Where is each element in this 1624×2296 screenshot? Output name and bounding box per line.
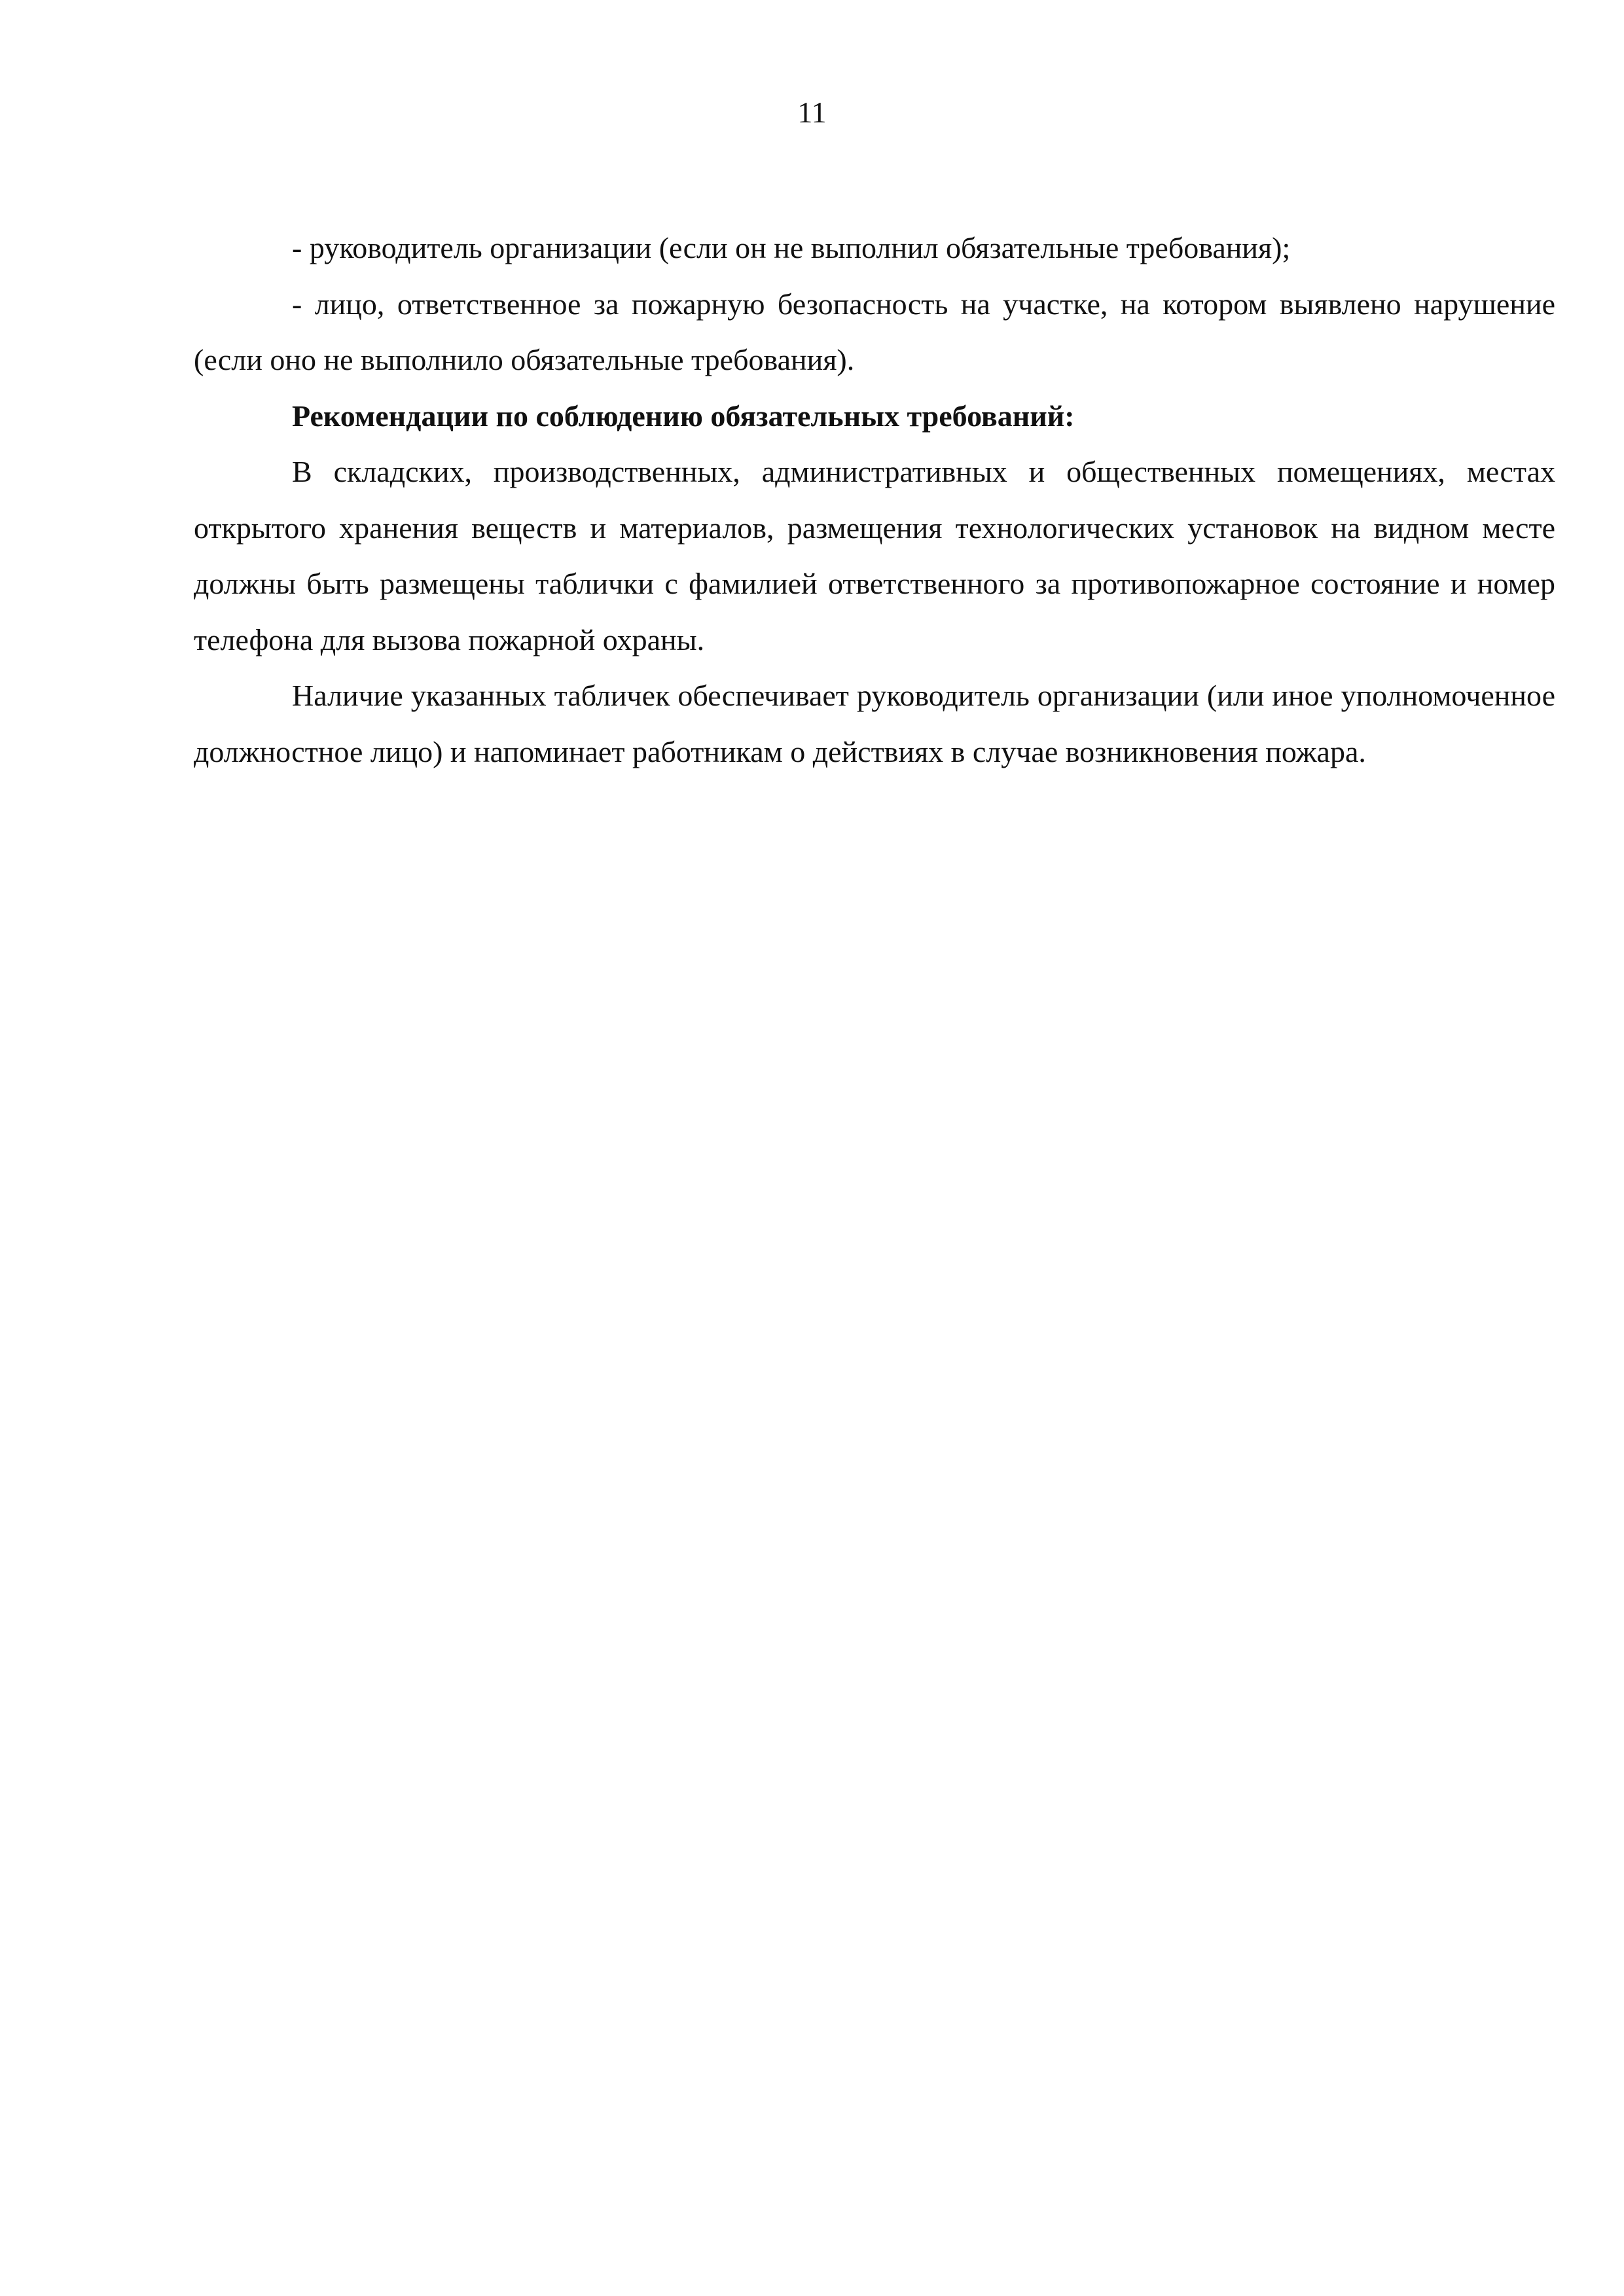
page-number: 11 bbox=[797, 96, 827, 129]
paragraph-signs-placement: В складских, производственных, административных и общественных помещениях, местах открытого хранения веществ и материалов, размещения технологических установок на видном месте должны быть размещены таблички с фамилией ответственного за противопожарное состояние и номер телефона для вызова пожарной охраны. bbox=[194, 455, 1555, 656]
paragraph-signs-responsibility: Наличие указанных табличек обеспечивает руководитель организации (или иное уполномоченное должностное лицо) и напоминает работникам о действиях в случае возникновения пожара. bbox=[194, 679, 1555, 768]
list-item-organization-head: - руководитель организации (если он не выполнил обязательные требования); bbox=[292, 231, 1291, 264]
section-heading: Рекомендации по соблюдению обязательных требований: bbox=[292, 399, 1075, 433]
list-item-fire-safety-responsible: - лицо, ответственное за пожарную безопасность на участке, на котором выявлено нарушение (если оно не выполнило обязательные требования). bbox=[194, 287, 1555, 376]
document-body bbox=[194, 220, 1555, 780]
